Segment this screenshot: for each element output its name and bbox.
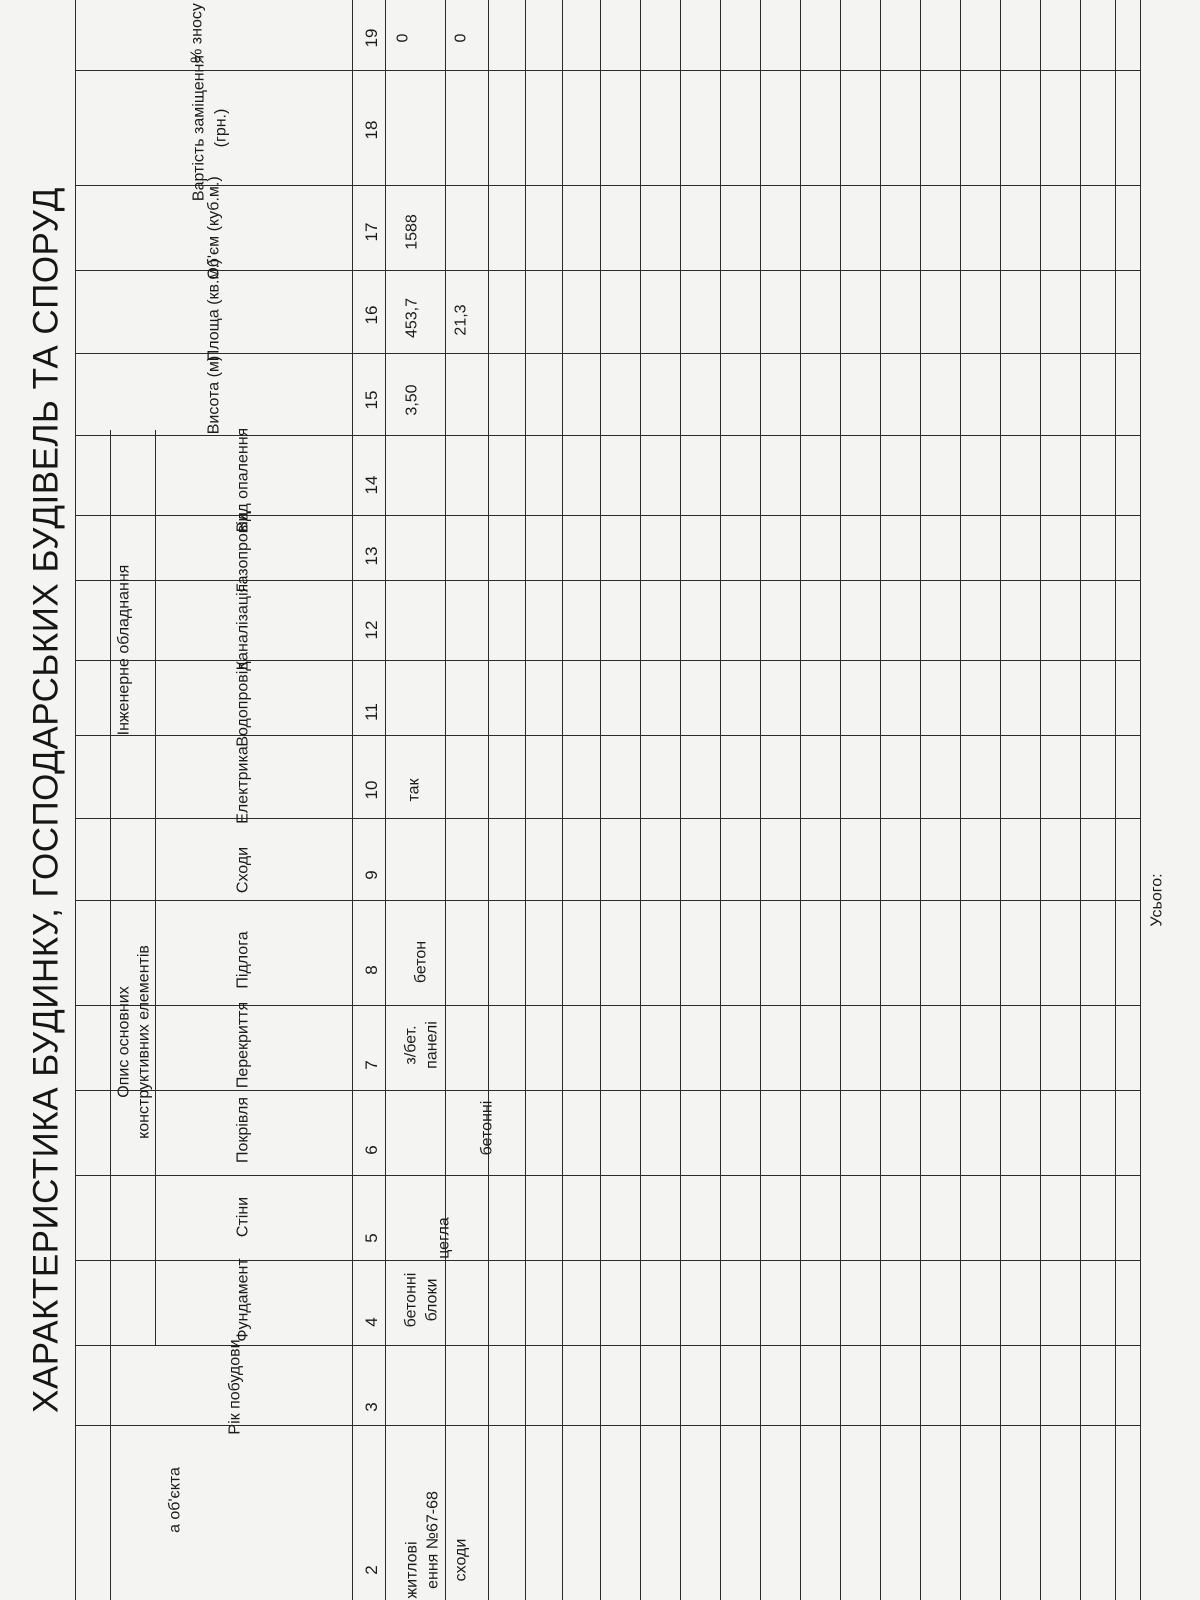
col-number: 7	[362, 1060, 382, 1070]
table-rule	[75, 1175, 1140, 1176]
header-object-name: а об'єкта	[166, 1467, 184, 1533]
row2-wear: 0	[452, 33, 470, 43]
col-number: 2	[362, 1565, 382, 1575]
col-number: 14	[362, 475, 382, 495]
row1-name-line2: ення №67-68	[424, 1491, 442, 1589]
header-gas: Газопровід	[234, 511, 252, 593]
col-number: 13	[362, 546, 382, 566]
table-rule	[1115, 0, 1116, 1600]
table-rule	[75, 185, 1140, 186]
page-title: ХАРАКТЕРИСТИКА БУДИНКУ, ГОСПОДАРСЬКИХ БУДІВЕЛЬ ТА СПОРУД	[26, 187, 66, 1413]
col-number: 17	[362, 222, 382, 242]
header-volume: Об'єм (куб.м.)	[205, 176, 223, 280]
row1-height: 3,50	[403, 384, 421, 416]
table-rule	[75, 0, 76, 1600]
table-rule	[720, 0, 721, 1600]
col-number: 12	[362, 620, 382, 640]
table-rule	[1000, 0, 1001, 1600]
table-rule	[640, 0, 641, 1600]
row1-floors-line1: з/бет.	[402, 1025, 420, 1065]
header-heating: Вид опалення	[234, 427, 252, 533]
header-floors: Перекриття	[234, 1001, 252, 1089]
table-rule	[352, 0, 353, 1600]
row2-name: сходи	[452, 1538, 470, 1582]
row1-volume: 1588	[403, 214, 421, 250]
table-rule	[75, 70, 1140, 71]
table-rule	[75, 1090, 1140, 1091]
header-electric: Електрика	[234, 746, 252, 824]
table-rule	[1140, 0, 1141, 1600]
col-number: 6	[362, 1145, 382, 1155]
row2-area: 21,3	[452, 304, 470, 336]
header-area: Площа (кв.м.)	[205, 258, 223, 362]
table-rule	[880, 0, 881, 1600]
table-rule	[385, 0, 386, 1600]
col-number: 5	[362, 1233, 382, 1243]
header-water: Водопровід	[234, 661, 252, 747]
header-cost-2: (грн.)	[212, 108, 230, 148]
row2-roof: бетонні	[478, 1100, 496, 1156]
row1-foundation-line2: блоки	[423, 1278, 441, 1322]
header-construct-group-2: конструктивних елементів	[135, 945, 153, 1139]
table-rule	[920, 0, 921, 1600]
table-rule	[75, 900, 1140, 901]
table-rule	[488, 0, 489, 1600]
table-rule	[680, 0, 681, 1600]
table-rule	[760, 0, 761, 1600]
row1-electric: так	[405, 778, 423, 802]
table-rule	[75, 270, 1140, 271]
row1-wear: 0	[394, 33, 412, 43]
row1-floor-base: бетон	[412, 940, 430, 984]
header-foundation: Фундамент	[234, 1258, 252, 1342]
header-roof: Покрівля	[234, 1097, 252, 1163]
table-rule	[600, 0, 601, 1600]
header-engineering-group: Інженерне обладнання	[115, 564, 133, 736]
col-number: 10	[362, 780, 382, 800]
col-number: 8	[362, 965, 382, 975]
header-walls: Стіни	[234, 1196, 252, 1238]
table-rule	[1040, 0, 1041, 1600]
col-number: 3	[362, 1402, 382, 1412]
header-height: Висота (м)	[205, 355, 223, 435]
header-sewer: Каналізація	[234, 583, 252, 671]
col-number: 4	[362, 1317, 382, 1327]
row1-area: 453,7	[403, 297, 421, 339]
total-label: Усього:	[1148, 873, 1166, 927]
header-floor-base: Підлога	[234, 931, 252, 989]
header-year: Рік побудови	[226, 1339, 244, 1435]
col-number: 15	[362, 390, 382, 410]
table-rule	[800, 0, 801, 1600]
col-number: 9	[362, 870, 382, 880]
header-stairs: Сходи	[234, 846, 252, 894]
col-number: 16	[362, 305, 382, 325]
col-number: 19	[362, 28, 382, 48]
header-cost-1: Вартість заміщення	[190, 54, 208, 202]
row1-floors-line2: панелі	[423, 1021, 441, 1069]
row1-name-line1: житлові	[403, 1541, 421, 1599]
table-rule	[155, 430, 156, 1345]
table-rule	[1080, 0, 1081, 1600]
col-number: 18	[362, 120, 382, 140]
table-rule	[525, 0, 526, 1600]
table-rule	[445, 0, 446, 1600]
row2-walls: цегла	[435, 1217, 453, 1259]
table-rule	[562, 0, 563, 1600]
header-wear: % зносу	[188, 3, 206, 63]
table-rule	[840, 0, 841, 1600]
row1-foundation-line1: бетонні	[402, 1272, 420, 1328]
table-rule	[75, 353, 1140, 354]
header-construct-group-1: Опис основних	[115, 986, 133, 1098]
table-rule	[960, 0, 961, 1600]
col-number: 11	[362, 703, 382, 721]
